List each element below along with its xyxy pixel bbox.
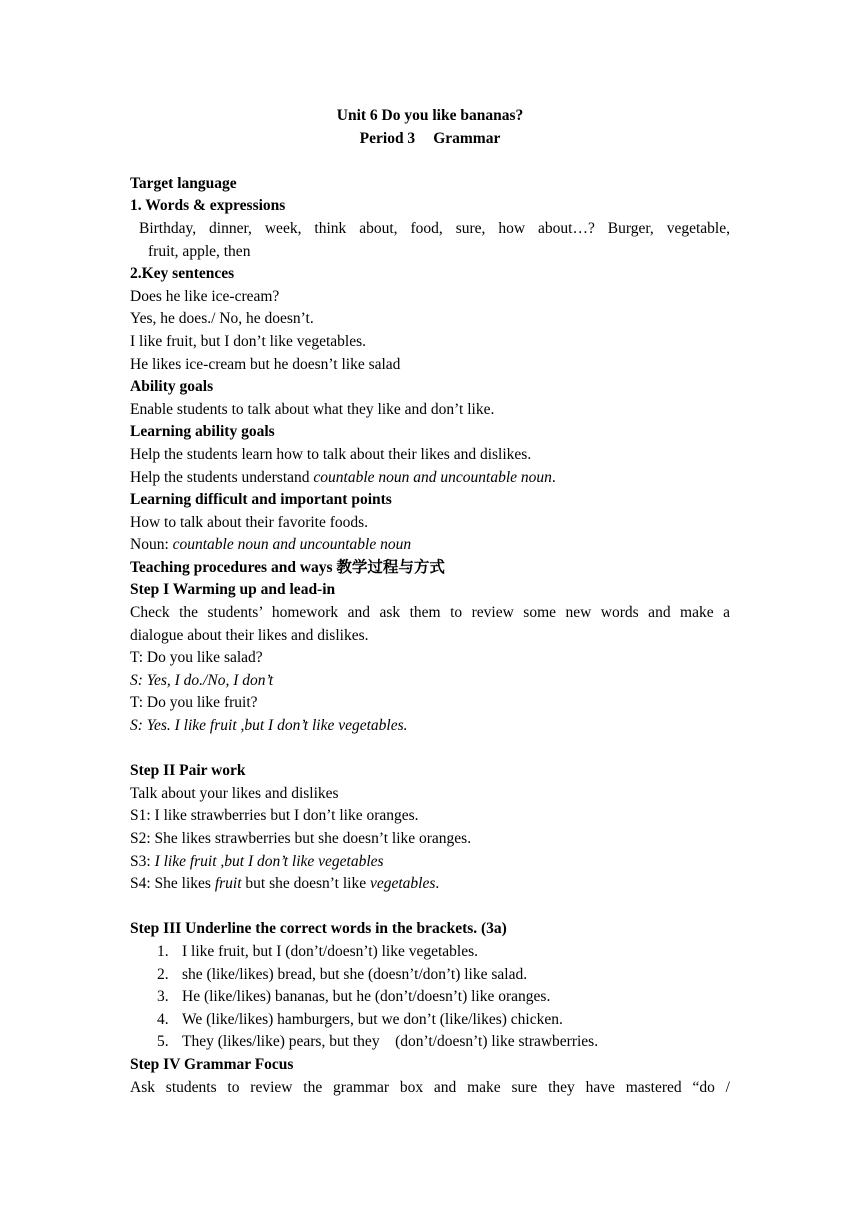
dialogue-student-line: S: Yes, I do./No, I don’t <box>130 671 274 689</box>
step4-line-1: Ask students to review the grammar box and make sure they have mastered “do / <box>130 1078 730 1096</box>
target-language-heading: Target language <box>130 174 237 192</box>
item-text: she (like/likes) bread, but she (doesn’t/don’t) like salad. <box>182 965 528 983</box>
exercise-item <box>130 986 730 1009</box>
exercise-item <box>130 1009 730 1032</box>
dialogue-student-line: S: Yes. I like fruit ,but I don’t like vegetables. <box>130 717 408 735</box>
document-page <box>130 105 730 1099</box>
step1-heading: Step I Warming up and lead-in <box>130 581 336 599</box>
pair-work-emphasis: I like fruit ,but I don’t like vegetables <box>154 852 384 870</box>
key-sentence: He likes ice-cream but he doesn’t like salad <box>130 355 401 373</box>
key-sentence: Yes, he does./ No, he doesn’t. <box>130 310 314 328</box>
procedures-heading: Teaching procedures and ways 教学过程与方式 <box>130 558 445 576</box>
exercise-item <box>130 1031 730 1054</box>
step2-heading: Step II Pair work <box>130 762 246 780</box>
step3-heading: Step III Underline the correct words in the brackets. (3a) <box>130 920 507 938</box>
difficult-points-heading: Learning difficult and important points <box>130 491 392 509</box>
step1-line-2: dialogue about their likes and dislikes. <box>130 626 369 644</box>
item-number: 4. <box>157 1010 169 1028</box>
noun-label: Noun: <box>130 536 173 554</box>
words-heading: 1. Words & expressions <box>130 197 286 215</box>
ability-goals-heading: Ability goals <box>130 378 214 396</box>
dialogue-teacher-line: T: Do you like fruit? <box>130 694 258 712</box>
dialogue-teacher-line: T: Do you like salad? <box>130 649 263 667</box>
subtitle-period: Period 3 <box>359 129 416 147</box>
words-line-1: Birthday, dinner, week, think about, food, sure, how about…? Burger, vegetable, <box>139 219 730 237</box>
difficult-points-line-2 <box>130 534 730 557</box>
step4-heading: Step IV Grammar Focus <box>130 1055 294 1073</box>
pair-work-text: S4: She likes <box>130 875 215 893</box>
step2-intro: Talk about your likes and dislikes <box>130 784 339 802</box>
pair-work-line-s3 <box>130 851 730 874</box>
item-text: He (like/likes) bananas, but he (don’t/doesn’t) like oranges. <box>182 988 551 1006</box>
pair-work-line-s2: S2: She likes strawberries but she doesn’t like oranges. <box>130 830 472 847</box>
subtitle-topic: Grammar <box>433 129 501 147</box>
ability-goals-text: Enable students to talk about what they like and don’t like. <box>130 400 495 418</box>
key-sentence: I like fruit, but I don’t like vegetables. <box>130 332 367 350</box>
speaker-label: S3: <box>130 852 155 870</box>
noun-emphasis: countable noun and uncountable noun <box>172 536 412 554</box>
item-text: I like fruit, but I (don’t/doesn’t) like vegetables. <box>182 942 479 960</box>
learning-goals-line-1: Help the students learn how to talk about their likes and dislikes. <box>130 445 532 463</box>
key-sentences-heading: 2.Key sentences <box>130 265 235 283</box>
exercise-item <box>130 964 730 987</box>
learning-goals-text: Help the students understand <box>130 468 314 486</box>
item-number: 3. <box>157 988 169 1006</box>
item-number: 1. <box>157 942 169 960</box>
pair-work-text: but she doesn’t like <box>241 875 370 893</box>
pair-work-emphasis: vegetables <box>369 875 436 893</box>
words-line-2: fruit, apple, then <box>148 242 251 260</box>
exercise-item <box>130 941 730 964</box>
document-title: Unit 6 Do you like bananas? <box>336 107 524 124</box>
learning-goals-period: . <box>551 468 556 486</box>
item-number: 5. <box>157 1033 169 1051</box>
difficult-points-line-1: How to talk about their favorite foods. <box>130 513 369 531</box>
pair-work-line-s1: S1: I like strawberries but I don’t like oranges. <box>130 807 419 825</box>
item-text: We (like/likes) hamburgers, but we don’t (like/likes) chicken. <box>182 1010 563 1028</box>
learning-goals-line-2 <box>130 467 730 490</box>
pair-work-text: . <box>435 875 440 893</box>
pair-work-line-s4 <box>130 873 730 896</box>
pair-work-emphasis: fruit <box>214 875 242 893</box>
document-subtitle <box>130 128 730 151</box>
learning-goals-emphasis: countable noun and uncountable noun <box>313 468 552 486</box>
step1-line-1: Check the students’ homework and ask them to review some new words and make a <box>130 604 730 622</box>
learning-goals-heading: Learning ability goals <box>130 423 275 441</box>
item-text: They (likes/like) pears, but they (don’t/doesn’t) like strawberries. <box>182 1033 599 1051</box>
item-number: 2. <box>157 965 169 983</box>
key-sentence: Does he like ice-cream? <box>130 287 280 305</box>
